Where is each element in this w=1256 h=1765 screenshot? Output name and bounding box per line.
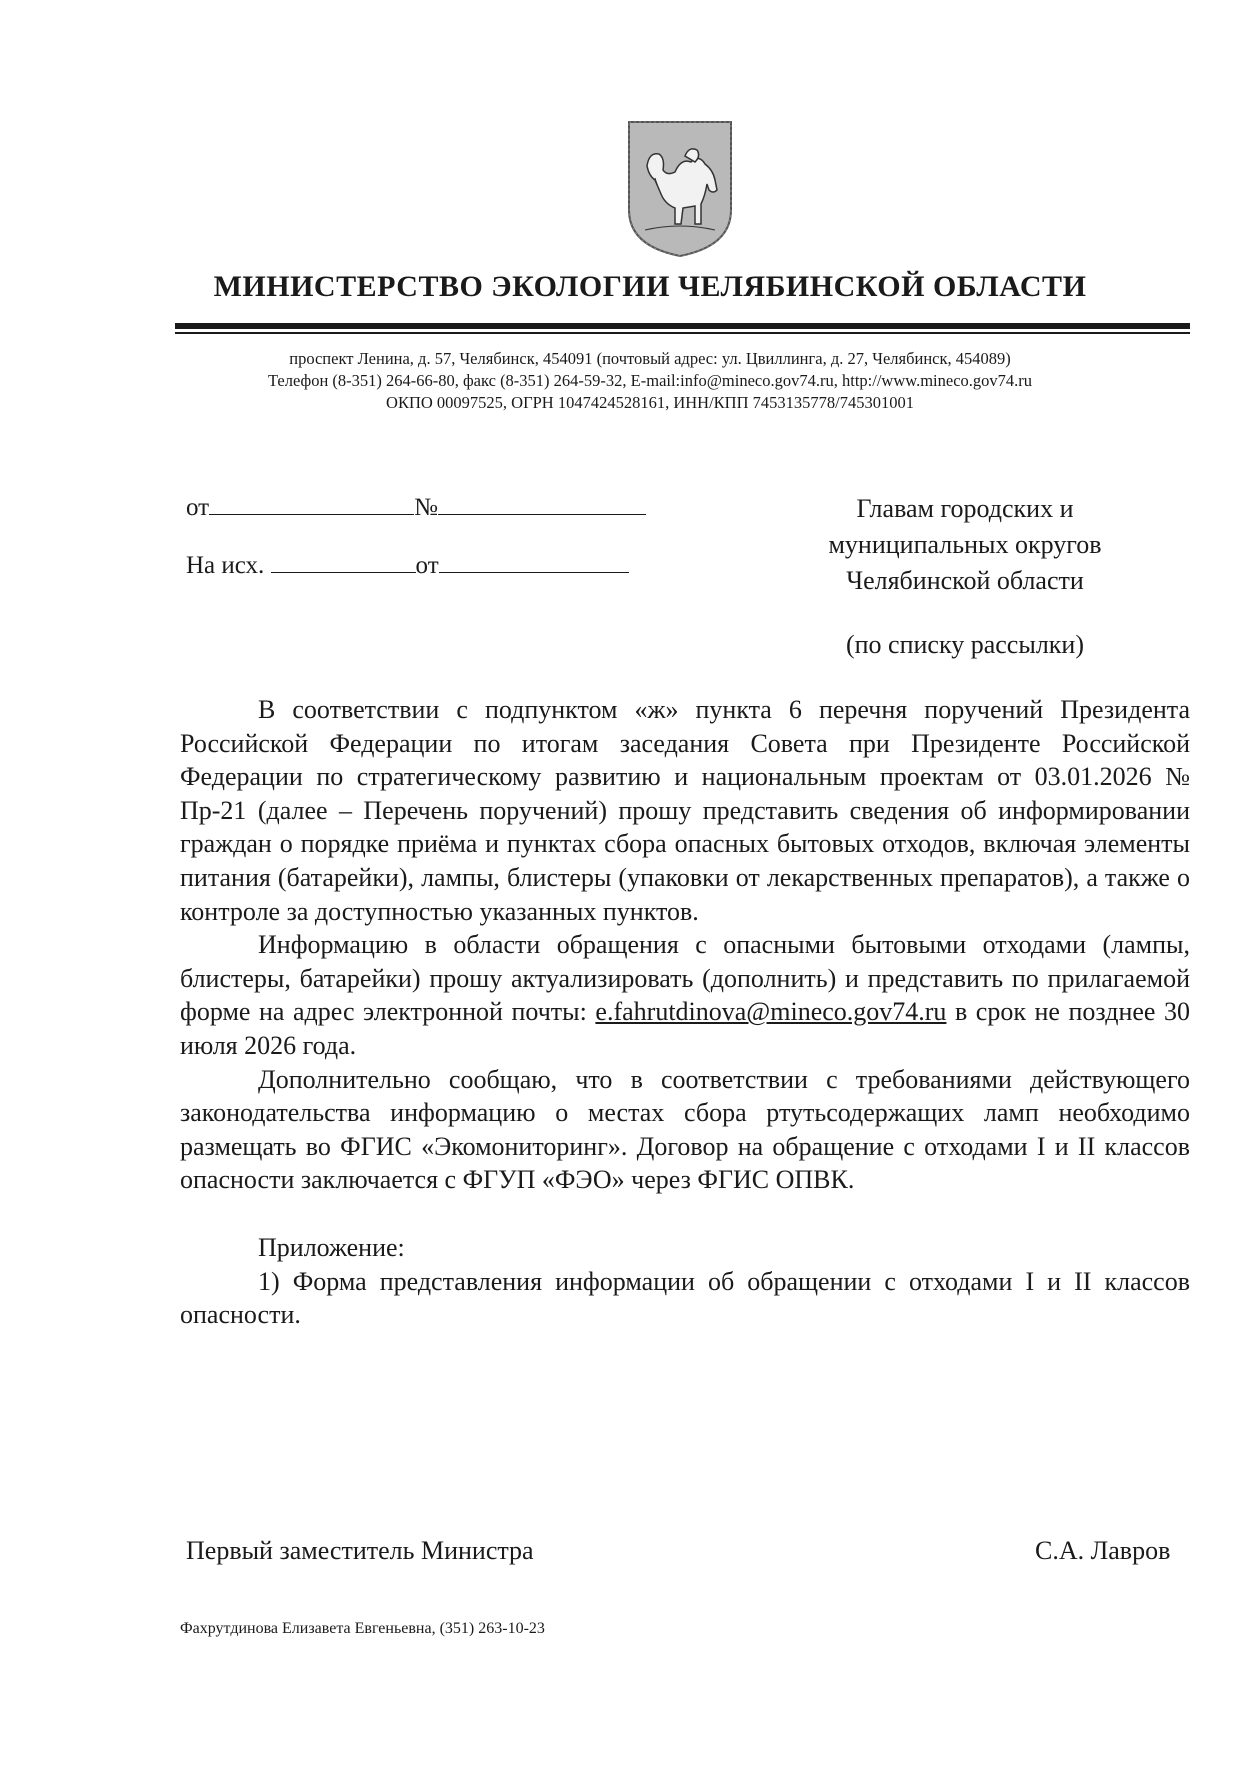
email-link[interactable]: e.fahrutdinova@mineco.gov74.ru bbox=[595, 997, 947, 1027]
from-label-2: от bbox=[415, 552, 439, 579]
addressee-line-1: Главам городских и bbox=[856, 494, 1074, 523]
signatory-name: С.А. Лавров bbox=[1035, 1536, 1171, 1565]
phone-line: Телефон (8-351) 264-66-80, факс (8-351) 264-59-32, E-mail:info@mineco.gov74.ru, http://www.mineco.gov74.ru bbox=[267, 371, 1033, 390]
in-reply-label: На исх. bbox=[186, 552, 265, 579]
executor-contact: Фахрутдинова Елизавета Евгеньевна, (351) 263-10-23 bbox=[180, 1620, 545, 1637]
registration-line-1 bbox=[186, 490, 646, 522]
addressee-line-2: муниципальных округов bbox=[828, 530, 1102, 559]
reply-date-blank bbox=[439, 548, 629, 573]
contact-block bbox=[150, 348, 1150, 414]
attachment-title: Приложение: bbox=[258, 1232, 405, 1262]
letter-body bbox=[180, 693, 1190, 1332]
paragraph-1: В соответствии с подпунктом «ж» пункта 6 перечня поручений Президента Российской Федерации по итогам заседания Совета при Президенте Российской Федерации по стратегическому развитию и национальным проектам от 03.01.2026 № Пр-21 (далее – Перечень поручений) прошу представить сведения об информировании граждан о порядке приёма и пунктах сбора опасных бытовых отходов, включая элементы питания (батарейки), лампы, блистеры (упаковки от лекарственных препаратов), а также о контроле за доступностью указанных пунктов. bbox=[180, 695, 1190, 926]
signatory-position: Первый заместитель Министра bbox=[186, 1536, 534, 1565]
number-label: № bbox=[414, 494, 438, 521]
paragraph-2-text: Информацию в области обращения с опасными бытовыми отходами (лампы, блистеры, батарейки) прошу актуализировать (дополнить) и представить по прилагаемой форме на адрес электронной почты: bbox=[180, 930, 1190, 1027]
from-label: от bbox=[186, 494, 210, 521]
number-blank bbox=[438, 490, 646, 515]
codes-line: ОКПО 00097525, ОГРН 1047424528161, ИНН/КПП 7453135778/745301001 bbox=[386, 393, 914, 412]
date-blank bbox=[209, 490, 414, 515]
reply-number-blank bbox=[271, 548, 416, 573]
distribution-note: (по списку рассылки) bbox=[845, 630, 1084, 659]
address-line: проспект Ленина, д. 57, Челябинск, 454091 (почтовый адрес: ул. Цвиллинга, д. 27, Челябинск, 454089) bbox=[289, 349, 1011, 368]
attachment-item: 1) Форма представления информации об обращении с отходами I и II классов опасности. bbox=[180, 1266, 1190, 1330]
coat-of-arms-icon bbox=[625, 118, 735, 258]
registration-line-2 bbox=[186, 548, 629, 580]
addressee-block bbox=[770, 491, 1160, 663]
addressee-line-3: Челябинской области bbox=[846, 566, 1084, 595]
paragraph-3: Дополнительно сообщаю, что в соответствии с требованиями действующего законодательства информацию о местах сбора ртутьсодержащих ламп необходимо размещать во ФГИС «Экомониторинг». Договор на обращение с отходами I и II классов опасности заключается с ФГУП «ФЭО» через ФГИС ОПВК. bbox=[180, 1064, 1190, 1195]
header-divider bbox=[175, 323, 1190, 329]
header-divider-thin bbox=[175, 332, 1190, 334]
paragraph-2-tail: в срок не позднее 30 июля 2026 года. bbox=[180, 997, 1191, 1060]
organization-title: МИНИСТЕРСТВО ЭКОЛОГИИ ЧЕЛЯБИНСКОЙ ОБЛАСТИ bbox=[213, 270, 1087, 303]
paragraph-2 bbox=[180, 928, 1190, 1062]
